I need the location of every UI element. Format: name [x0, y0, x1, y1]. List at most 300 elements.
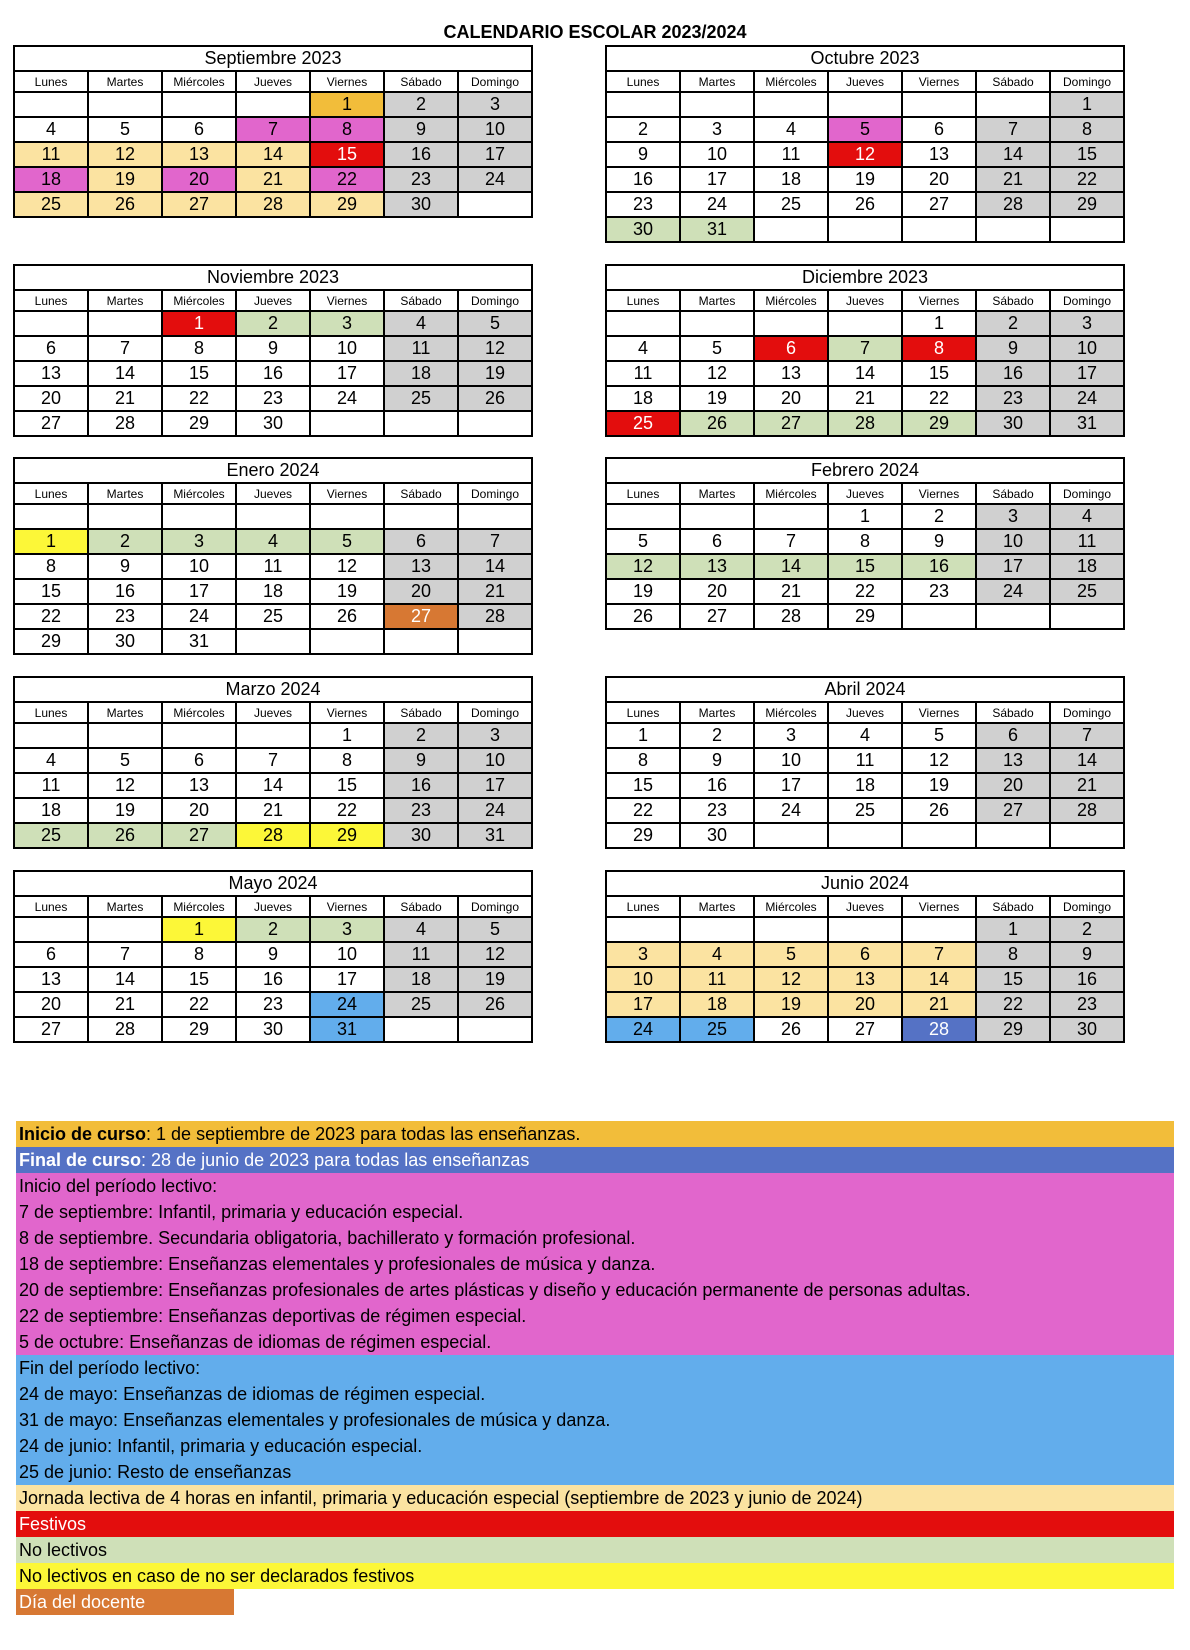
day-cell: 17: [680, 167, 754, 192]
month-title: Abril 2024: [606, 677, 1124, 702]
legend-text: 7 de septiembre: Infantil, primaria y educación especial.: [19, 1202, 464, 1222]
day-cell: 29: [162, 1017, 236, 1042]
weekday-header: Miércoles: [162, 483, 236, 504]
day-cell: 23: [680, 798, 754, 823]
day-cell: 17: [976, 554, 1050, 579]
empty-cell: [384, 629, 458, 654]
empty-cell: [754, 92, 828, 117]
empty-cell: [976, 604, 1050, 629]
day-cell: 22: [828, 579, 902, 604]
day-cell: 10: [1050, 336, 1124, 361]
empty-cell: [384, 1017, 458, 1042]
day-cell: 15: [1050, 142, 1124, 167]
legend-row: [16, 1485, 1174, 1511]
empty-cell: [236, 92, 310, 117]
day-cell: 28: [88, 1017, 162, 1042]
day-cell: 14: [1050, 748, 1124, 773]
day-cell: 22: [162, 992, 236, 1017]
empty-cell: [680, 311, 754, 336]
month-calendar: [13, 45, 533, 218]
day-cell: 4: [828, 723, 902, 748]
day-cell: 26: [458, 992, 532, 1017]
month-calendar: [13, 676, 533, 849]
day-cell: 28: [1050, 798, 1124, 823]
day-cell: 19: [902, 773, 976, 798]
weekday-header: Viernes: [902, 702, 976, 723]
day-cell: 10: [162, 554, 236, 579]
weekday-header: Miércoles: [162, 71, 236, 92]
day-cell: 24: [458, 798, 532, 823]
legend-text: : 1 de septiembre de 2023 para todas las enseñanzas.: [146, 1124, 581, 1144]
day-cell: 17: [458, 773, 532, 798]
weekday-header: Miércoles: [754, 702, 828, 723]
day-cell: 20: [14, 386, 88, 411]
weekday-header: Lunes: [14, 896, 88, 917]
day-cell: 18: [828, 773, 902, 798]
day-cell: 13: [680, 554, 754, 579]
day-cell: 31: [162, 629, 236, 654]
legend-text: Día del docente: [19, 1592, 146, 1612]
legend-text: 25 de junio: Resto de enseñanzas: [19, 1462, 292, 1482]
empty-cell: [162, 504, 236, 529]
day-cell: 3: [680, 117, 754, 142]
day-cell: 7: [976, 117, 1050, 142]
month-title: Junio 2024: [606, 871, 1124, 896]
day-cell: 27: [14, 1017, 88, 1042]
day-cell: 15: [14, 579, 88, 604]
day-cell: 14: [976, 142, 1050, 167]
day-cell: 24: [754, 798, 828, 823]
weekday-header: Martes: [680, 483, 754, 504]
day-cell: 30: [236, 1017, 310, 1042]
day-cell: 22: [310, 167, 384, 192]
day-cell: 11: [236, 554, 310, 579]
empty-cell: [14, 92, 88, 117]
legend-row: [16, 1147, 1174, 1173]
day-cell: 2: [384, 92, 458, 117]
day-cell: 6: [14, 336, 88, 361]
day-cell: 11: [384, 942, 458, 967]
month-title: Septiembre 2023: [14, 46, 532, 71]
day-cell: 16: [680, 773, 754, 798]
day-cell: 31: [680, 217, 754, 242]
day-cell: 25: [1050, 579, 1124, 604]
day-cell: 23: [236, 992, 310, 1017]
legend-row: [16, 1511, 1174, 1537]
day-cell: 21: [1050, 773, 1124, 798]
weekday-header: Martes: [680, 290, 754, 311]
empty-cell: [1050, 604, 1124, 629]
day-cell: 14: [828, 361, 902, 386]
day-cell: 5: [458, 917, 532, 942]
empty-cell: [976, 823, 1050, 848]
day-cell: 8: [976, 942, 1050, 967]
empty-cell: [1050, 823, 1124, 848]
legend-bold-label: Final de curso: [19, 1150, 142, 1170]
day-cell: 19: [88, 167, 162, 192]
day-cell: 29: [310, 823, 384, 848]
empty-cell: [828, 217, 902, 242]
day-cell: 17: [162, 579, 236, 604]
day-cell: 15: [606, 773, 680, 798]
day-cell: 12: [828, 142, 902, 167]
weekday-header: Lunes: [14, 702, 88, 723]
weekday-header: Lunes: [606, 290, 680, 311]
day-cell: 24: [976, 579, 1050, 604]
day-cell: 15: [310, 142, 384, 167]
month-title: Noviembre 2023: [14, 265, 532, 290]
empty-cell: [88, 917, 162, 942]
empty-cell: [458, 411, 532, 436]
day-cell: 21: [976, 167, 1050, 192]
weekday-header: Miércoles: [754, 896, 828, 917]
day-cell: 1: [14, 529, 88, 554]
day-cell: 16: [902, 554, 976, 579]
empty-cell: [828, 311, 902, 336]
day-cell: 23: [384, 167, 458, 192]
day-cell: 30: [384, 823, 458, 848]
day-cell: 25: [680, 1017, 754, 1042]
day-cell: 13: [384, 554, 458, 579]
day-cell: 24: [310, 386, 384, 411]
month-calendar: [605, 676, 1125, 849]
day-cell: 22: [14, 604, 88, 629]
empty-cell: [88, 504, 162, 529]
day-cell: 17: [458, 142, 532, 167]
legend-text: No lectivos en caso de no ser declarados festivos: [19, 1566, 415, 1586]
day-cell: 4: [754, 117, 828, 142]
weekday-header: Jueves: [828, 483, 902, 504]
day-cell: 20: [828, 992, 902, 1017]
day-cell: 6: [828, 942, 902, 967]
day-cell: 29: [310, 192, 384, 217]
weekday-header: Jueves: [236, 290, 310, 311]
day-cell: 16: [606, 167, 680, 192]
day-cell: 9: [236, 336, 310, 361]
day-cell: 12: [310, 554, 384, 579]
empty-cell: [902, 92, 976, 117]
empty-cell: [976, 92, 1050, 117]
day-cell: 29: [902, 411, 976, 436]
legend-text: Fin del período lectivo:: [19, 1358, 201, 1378]
weekday-header: Jueves: [236, 702, 310, 723]
day-cell: 24: [162, 604, 236, 629]
day-cell: 3: [310, 917, 384, 942]
weekday-header: Lunes: [14, 483, 88, 504]
weekday-header: Domingo: [1050, 896, 1124, 917]
weekday-header: Viernes: [902, 896, 976, 917]
day-cell: 20: [384, 579, 458, 604]
day-cell: 8: [310, 117, 384, 142]
day-cell: 29: [606, 823, 680, 848]
day-cell: 20: [754, 386, 828, 411]
day-cell: 4: [1050, 504, 1124, 529]
day-cell: 30: [236, 411, 310, 436]
day-cell: 21: [828, 386, 902, 411]
day-cell: 18: [14, 798, 88, 823]
day-cell: 2: [236, 311, 310, 336]
month-title: Diciembre 2023: [606, 265, 1124, 290]
day-cell: 21: [236, 798, 310, 823]
empty-cell: [680, 92, 754, 117]
day-cell: 22: [1050, 167, 1124, 192]
empty-cell: [754, 217, 828, 242]
weekday-header: Martes: [88, 483, 162, 504]
legend-row: [16, 1563, 1174, 1589]
empty-cell: [88, 92, 162, 117]
day-cell: 28: [88, 411, 162, 436]
month-title: Marzo 2024: [14, 677, 532, 702]
day-cell: 3: [976, 504, 1050, 529]
legend-row: [16, 1355, 1174, 1381]
day-cell: 21: [458, 579, 532, 604]
day-cell: 16: [1050, 967, 1124, 992]
weekday-header: Lunes: [14, 71, 88, 92]
page-title: CALENDARIO ESCOLAR 2023/2024: [443, 22, 747, 42]
legend-row: [16, 1381, 1174, 1407]
legend-row: [16, 1173, 1174, 1199]
empty-cell: [458, 504, 532, 529]
empty-cell: [458, 629, 532, 654]
day-cell: 6: [162, 117, 236, 142]
day-cell: 4: [14, 117, 88, 142]
day-cell: 8: [162, 942, 236, 967]
legend-text: 18 de septiembre: Enseñanzas elementales y profesionales de música y danza.: [19, 1254, 656, 1274]
weekday-header: Miércoles: [754, 483, 828, 504]
day-cell: 8: [828, 529, 902, 554]
empty-cell: [902, 917, 976, 942]
month-calendar: [605, 870, 1125, 1043]
legend-row: [16, 1433, 1174, 1459]
day-cell: 18: [1050, 554, 1124, 579]
empty-cell: [754, 311, 828, 336]
weekday-header: Sábado: [976, 290, 1050, 311]
day-cell: 18: [384, 361, 458, 386]
day-cell: 9: [606, 142, 680, 167]
day-cell: 22: [606, 798, 680, 823]
day-cell: 3: [310, 311, 384, 336]
day-cell: 18: [236, 579, 310, 604]
day-cell: 12: [754, 967, 828, 992]
day-cell: 9: [236, 942, 310, 967]
weekday-header: Jueves: [828, 702, 902, 723]
day-cell: 27: [162, 823, 236, 848]
day-cell: 22: [162, 386, 236, 411]
day-cell: 1: [310, 723, 384, 748]
day-cell: 25: [384, 992, 458, 1017]
legend-text: Inicio del período lectivo:: [19, 1176, 218, 1196]
day-cell: 30: [88, 629, 162, 654]
day-cell: 14: [88, 967, 162, 992]
day-cell: 11: [680, 967, 754, 992]
day-cell: 25: [236, 604, 310, 629]
day-cell: 7: [88, 942, 162, 967]
day-cell: 23: [88, 604, 162, 629]
day-cell: 5: [680, 336, 754, 361]
legend-bold-label: Inicio de curso: [19, 1124, 147, 1144]
day-cell: 8: [310, 748, 384, 773]
day-cell: 13: [828, 967, 902, 992]
day-cell: 16: [236, 967, 310, 992]
day-cell: 3: [458, 92, 532, 117]
empty-cell: [754, 823, 828, 848]
day-cell: 10: [310, 942, 384, 967]
day-cell: 27: [976, 798, 1050, 823]
legend-text: 8 de septiembre. Secundaria obligatoria, bachillerato y formación profesional.: [19, 1228, 636, 1248]
weekday-header: Domingo: [1050, 702, 1124, 723]
day-cell: 19: [458, 967, 532, 992]
day-cell: 4: [384, 917, 458, 942]
day-cell: 28: [458, 604, 532, 629]
day-cell: 28: [902, 1017, 976, 1042]
day-cell: 2: [384, 723, 458, 748]
day-cell: 19: [828, 167, 902, 192]
day-cell: 2: [902, 504, 976, 529]
day-cell: 29: [162, 411, 236, 436]
empty-cell: [310, 504, 384, 529]
weekday-header: Domingo: [458, 483, 532, 504]
day-cell: 1: [310, 92, 384, 117]
empty-cell: [236, 723, 310, 748]
month-calendar: [13, 870, 533, 1043]
day-cell: 7: [88, 336, 162, 361]
day-cell: 16: [384, 773, 458, 798]
empty-cell: [14, 504, 88, 529]
empty-cell: [754, 504, 828, 529]
day-cell: 13: [754, 361, 828, 386]
day-cell: 1: [162, 311, 236, 336]
day-cell: 7: [902, 942, 976, 967]
legend-row: [16, 1225, 1174, 1251]
day-cell: 18: [754, 167, 828, 192]
day-cell: 12: [458, 336, 532, 361]
day-cell: 13: [902, 142, 976, 167]
empty-cell: [310, 411, 384, 436]
day-cell: 11: [828, 748, 902, 773]
day-cell: 7: [1050, 723, 1124, 748]
day-cell: 2: [976, 311, 1050, 336]
day-cell: 17: [1050, 361, 1124, 386]
day-cell: 28: [754, 604, 828, 629]
day-cell: 28: [236, 192, 310, 217]
empty-cell: [310, 629, 384, 654]
day-cell: 31: [458, 823, 532, 848]
legend-row: [16, 1303, 1174, 1329]
month-title: Febrero 2024: [606, 458, 1124, 483]
legend-row: [16, 1199, 1174, 1225]
legend-text: 22 de septiembre: Enseñanzas deportivas de régimen especial.: [19, 1306, 527, 1326]
day-cell: 3: [1050, 311, 1124, 336]
day-cell: 14: [458, 554, 532, 579]
weekday-header: Jueves: [236, 896, 310, 917]
legend-text: 5 de octubre: Enseñanzas de idiomas de régimen especial.: [19, 1332, 492, 1352]
day-cell: 19: [754, 992, 828, 1017]
day-cell: 1: [902, 311, 976, 336]
day-cell: 3: [162, 529, 236, 554]
day-cell: 26: [88, 192, 162, 217]
weekday-header: Miércoles: [162, 290, 236, 311]
day-cell: 22: [976, 992, 1050, 1017]
legend-text: No lectivos: [19, 1540, 108, 1560]
day-cell: 25: [384, 386, 458, 411]
day-cell: 25: [754, 192, 828, 217]
day-cell: 23: [236, 386, 310, 411]
day-cell: 12: [680, 361, 754, 386]
day-cell: 29: [828, 604, 902, 629]
day-cell: 27: [384, 604, 458, 629]
weekday-header: Viernes: [902, 483, 976, 504]
day-cell: 26: [606, 604, 680, 629]
legend-row: [16, 1589, 234, 1615]
month-title: Enero 2024: [14, 458, 532, 483]
day-cell: 17: [310, 361, 384, 386]
day-cell: 26: [680, 411, 754, 436]
day-cell: 5: [754, 942, 828, 967]
day-cell: 15: [828, 554, 902, 579]
day-cell: 20: [902, 167, 976, 192]
day-cell: 8: [606, 748, 680, 773]
day-cell: 21: [754, 579, 828, 604]
day-cell: 21: [88, 992, 162, 1017]
day-cell: 9: [902, 529, 976, 554]
day-cell: 22: [902, 386, 976, 411]
day-cell: 25: [14, 192, 88, 217]
day-cell: 25: [828, 798, 902, 823]
empty-cell: [902, 604, 976, 629]
day-cell: 30: [680, 823, 754, 848]
empty-cell: [828, 917, 902, 942]
weekday-header: Sábado: [384, 290, 458, 311]
weekday-header: Jueves: [236, 71, 310, 92]
weekday-header: Martes: [680, 71, 754, 92]
day-cell: 15: [976, 967, 1050, 992]
day-cell: 1: [828, 504, 902, 529]
day-cell: 13: [14, 967, 88, 992]
day-cell: 10: [754, 748, 828, 773]
day-cell: 4: [606, 336, 680, 361]
day-cell: 11: [754, 142, 828, 167]
weekday-header: Sábado: [384, 483, 458, 504]
day-cell: 15: [162, 967, 236, 992]
weekday-header: Sábado: [976, 483, 1050, 504]
day-cell: 4: [14, 748, 88, 773]
empty-cell: [1050, 217, 1124, 242]
day-cell: 2: [1050, 917, 1124, 942]
day-cell: 5: [458, 311, 532, 336]
day-cell: 19: [680, 386, 754, 411]
day-cell: 11: [14, 773, 88, 798]
day-cell: 30: [976, 411, 1050, 436]
weekday-header: Domingo: [1050, 290, 1124, 311]
day-cell: 14: [236, 773, 310, 798]
day-cell: 15: [162, 361, 236, 386]
day-cell: 6: [976, 723, 1050, 748]
empty-cell: [606, 917, 680, 942]
day-cell: 2: [606, 117, 680, 142]
day-cell: 26: [88, 823, 162, 848]
day-cell: 24: [310, 992, 384, 1017]
legend-text: 24 de junio: Infantil, primaria y educación especial.: [19, 1436, 423, 1456]
day-cell: 24: [1050, 386, 1124, 411]
weekday-header: Martes: [88, 290, 162, 311]
day-cell: 17: [606, 992, 680, 1017]
empty-cell: [680, 504, 754, 529]
day-cell: 11: [14, 142, 88, 167]
day-cell: 12: [88, 773, 162, 798]
day-cell: 5: [828, 117, 902, 142]
weekday-header: Domingo: [458, 896, 532, 917]
day-cell: 5: [902, 723, 976, 748]
